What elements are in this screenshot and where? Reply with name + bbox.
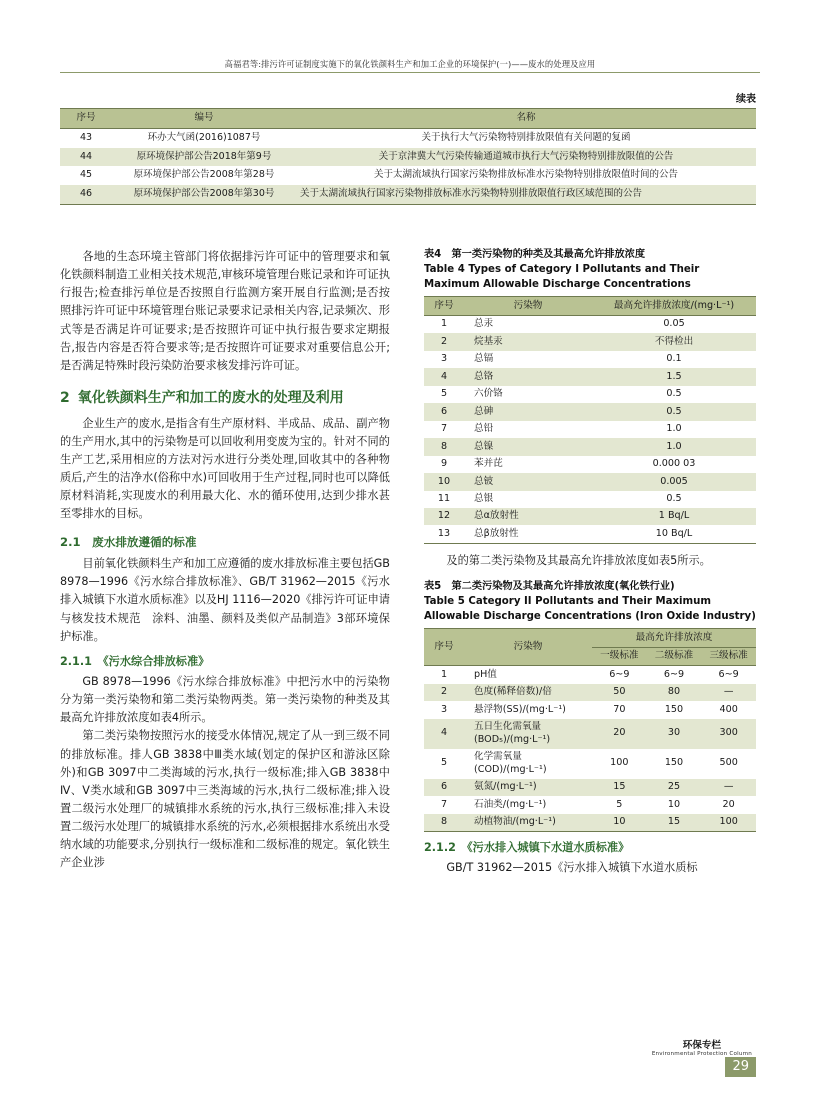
cell-level-1: 50 (613, 686, 626, 698)
table5-category-2-pollutants (424, 628, 756, 832)
table4-caption (424, 248, 756, 292)
cell-level-1: 20 (613, 727, 626, 739)
cell-value: 0.000 03 (652, 458, 696, 470)
table4-caption-en-1: Table 4 Types of Category I Pollutants and Their (424, 263, 700, 275)
table-row (424, 684, 756, 701)
table-row (424, 508, 756, 525)
table-row (424, 315, 756, 333)
cell-level-2: 80 (667, 686, 681, 698)
cell-pollutant: 动植物油/(mg·L⁻¹) (464, 814, 592, 832)
cell-level-1: 6~9 (609, 668, 630, 680)
table-policies (60, 108, 756, 205)
section-heading-4: 2.1.2 《污水排入城镇下水道水质标准》 (424, 841, 630, 855)
running-head: 高福君等:排污许可证制度实施下的氧化铁颜料生产和加工企业的环境保护(一)——废水的处理及应用 (224, 59, 596, 69)
cell-pollutant: 总α放射性 (474, 510, 519, 522)
cell-no: 12 (437, 510, 451, 522)
cell-level-2: 30 (667, 727, 681, 739)
cell-level-3: 500 (719, 757, 738, 769)
col-header-max-conc: 最高允许排放浓度/(mg·L⁻¹) (592, 297, 756, 315)
cell-no: 1 (440, 668, 448, 680)
cell-level-3: — (723, 781, 734, 793)
cell-value: 0.5 (666, 493, 682, 504)
section-title: 氧化铁颜料生产和加工的废水的处理及利用 (77, 389, 344, 406)
cell-pollutant: 总镉 (474, 353, 494, 365)
paragraph: 及的第二类污染物及其最高允许排放浓度如表5所示。 (446, 553, 711, 567)
table5-caption (424, 580, 756, 624)
section-heading-4: 2.1.1 《污水综合排放标准》 (60, 654, 210, 668)
cell-name: 关于太湖流域执行国家污染物排放标准水污染物特别排放限值行政区域范围的公告 (296, 185, 756, 204)
table-row (424, 473, 756, 490)
left-column (60, 248, 390, 873)
cell-no: 3 (440, 703, 448, 715)
cell-value: 0.1 (666, 353, 682, 365)
paragraph: 目前氧化铁颜料生产和加工应遵循的废水排放标准主要包括GB 8978—1996《污水综合排放标准》、GB/T 31962—2015《污水排入城镇下水道水质标准》以及HJ 1116—2020《排污许可证申请与核发技术规范 涂料、油墨、颜料及类似产品制造》3部环境保护标准。 (60, 557, 390, 643)
cell-level-2: 25 (667, 781, 681, 793)
cell-no: 8 (440, 440, 448, 452)
cell-no: 4 (440, 727, 448, 739)
section-heading-2 (60, 389, 390, 409)
cell-no: 3 (440, 353, 448, 365)
cell-value: 1.0 (666, 423, 682, 435)
cell-pollutant: 烷基汞 (474, 335, 503, 347)
cell-level-3: 20 (722, 798, 735, 810)
cell-no: 5 (440, 757, 448, 769)
right-column (424, 248, 756, 877)
paragraph: GB 8978—1996《污水综合排放标准》中把污水中的污染物分为第一类污染物和第二类污染物两类。第一类污染物的种类及其最高允许排放浓度如表4所示。 (60, 675, 390, 725)
table-row (424, 421, 756, 438)
cell-level-1: 10 (592, 814, 647, 832)
cell-no: 7 (440, 423, 448, 435)
table-header-row (424, 297, 756, 315)
paragraph: 第二类污染物按照污水的接受水体情况,规定了从一到三级不同的排放标准。排人GB 3838中Ⅲ类水域(划定的保护区和游泳区除外)和GB 3097中二类海域的污水,执行一级标准;排入GB 3838中Ⅳ、Ⅴ类水域和GB 3097中三类海域的污水,执行二级标准;排入设置二级污水处理厂的城镇排水系统的污水,执行三级标准;排入未设置二级污水处理厂的城镇排水系统的污水,必须根据排水系统出水受纳水域的功能要求,分别执行一级标准和二级标准的规定。氧化铁生产企业涉 (60, 729, 390, 870)
table-row (424, 368, 756, 385)
table5-caption-en-1: Table 5 Category II Pollutants and Their Maximum (424, 595, 712, 607)
cell-name: 关于执行大气污染物特别排放限值有关问题的复函 (421, 131, 631, 143)
cell-pollutant: 六价铬 (474, 388, 503, 400)
table-header-row (60, 109, 756, 129)
cell-pollutant: 五日生化需氧量(BOD₅)/(mg·L⁻¹) (474, 721, 551, 745)
cell-level-2: 15 (647, 814, 702, 832)
cell-pollutant: 总镍 (474, 440, 494, 452)
cell-no: 8 (424, 814, 464, 832)
cell-pollutant: 总砷 (474, 405, 494, 417)
table-row (424, 333, 756, 350)
cell-level-1: 15 (613, 781, 626, 793)
table-row (424, 719, 756, 749)
cell-level-2: 6~9 (663, 668, 685, 680)
col-header-level-3: 三级标准 (701, 647, 756, 665)
cell-name: 关于京津冀大气污染传输通道城市执行大气污染物特别排放限值的公告 (378, 150, 674, 162)
cell-level-1: 100 (610, 757, 629, 769)
paragraph: GB/T 31962—2015《污水排入城镇下水道水质标 (446, 861, 698, 875)
cell-level-3: 300 (719, 727, 738, 739)
cell-no: 13 (424, 525, 464, 543)
cell-value: 0.05 (663, 318, 685, 330)
col-header-level-1: 一级标准 (592, 647, 647, 665)
cell-no: 10 (437, 475, 451, 487)
table-row (424, 491, 756, 508)
col-header-max-conc-group: 最高允许排放浓度 (592, 629, 756, 647)
footer-column-cn: 环保专栏 (682, 1039, 722, 1051)
cell-code: 原环境保护部公告2018年第9号 (136, 150, 272, 162)
section-number: 2 (60, 389, 70, 406)
running-head-rule (60, 72, 760, 73)
cell-pollutant: 石油类/(mg·L⁻¹) (474, 798, 547, 810)
cell-code: 原环境保护部公告2008年第30号 (112, 185, 296, 204)
cell-value: 1 Bq/L (658, 510, 690, 522)
table4-category-1-pollutants (424, 296, 756, 544)
cell-pollutant: 总铬 (474, 370, 494, 382)
cell-no: 6 (440, 405, 448, 417)
cell-pollutant: 悬浮物(SS)/(mg·L⁻¹) (474, 703, 566, 715)
cell-value: 1.0 (666, 440, 682, 452)
cell-level-2: 150 (664, 757, 684, 769)
section-heading-3: 2.1 废水排放遵循的标准 (60, 535, 197, 550)
paragraph: 企业生产的废水,是指含有生产原材料、半成品、成品、副产物的生产用水,其中的污染物是可以回收利用变废为宝的。针对不同的生产工艺,采用相应的方法对污水进行分类处理,回收其中的各种物质后,产生的洁净水(俗称中水)可回收用于生产过程,同时也可以降低原材料消耗,实现废水的利用最大化、水的循环使用,达到少排水甚至零排水的目标。 (60, 416, 390, 521)
cell-code: 环办大气函(2016)1087号 (147, 131, 261, 143)
table4-caption-cn: 表4 第一类污染物的种类及其最高允许排放浓度 (424, 249, 646, 260)
cell-pollutant: 总汞 (474, 318, 494, 330)
cell-no: 11 (437, 493, 451, 504)
page-number: 29 (725, 1057, 756, 1077)
table-row (60, 166, 756, 185)
continued-table-label: 续表 (736, 94, 756, 105)
cell-pollutant: 总β放射性 (464, 525, 592, 543)
cell-no: 1 (440, 318, 448, 330)
table-row (424, 814, 756, 832)
footer-column-name (652, 1037, 752, 1057)
cell-level-3: 100 (701, 814, 756, 832)
table-row (424, 666, 756, 684)
cell-no: 45 (79, 169, 93, 181)
table-row (424, 701, 756, 718)
cell-level-3: — (723, 686, 734, 698)
col-header-pollutant: 污染物 (464, 297, 592, 315)
cell-code: 原环境保护部公告2008年第28号 (133, 169, 275, 181)
col-header-name: 名称 (296, 109, 756, 129)
cell-pollutant: 氨氮/(mg·L⁻¹) (474, 781, 537, 793)
cell-pollutant: 色度(稀释倍数)/倍 (474, 686, 552, 698)
cell-value: 1.5 (666, 370, 682, 382)
table-row (424, 438, 756, 455)
cell-name: 关于太湖流域执行国家污染物排放标准水污染物特别排放限值时间的公告 (373, 169, 678, 181)
cell-no: 5 (440, 388, 448, 400)
cell-no: 2 (440, 686, 448, 698)
cell-value: 0.5 (666, 405, 682, 417)
cell-level-1: 5 (616, 798, 623, 810)
cell-pollutant: 苯并芘 (474, 458, 503, 470)
cell-pollutant: 总铍 (474, 475, 494, 487)
table-row (424, 456, 756, 473)
paragraph: 各地的生态环境主管部门将依据排污许可证中的管理要求和氧化铁颜料制造工业相关技术规范,审核环境管理台账记录和许可证执行报告;检查排污单位是否按照自行监测方案开展自行监测;是否按照排污许可证中环境管理台账记录要求记录相关内容,记录频次、形式等是否满足许可证要求;是否按照许可证中执行报告要求定期报告,报告内容是否符合要求等;是否按照许可证要求对重要信息公开;是否满足特殊时段污染防治要求核发排污许可证。 (60, 250, 390, 372)
cell-no: 7 (440, 798, 448, 810)
table4-caption-en-2: Maximum Allowable Discharge Concentrations (424, 278, 691, 290)
cell-pollutant: 化学需氧量(COD)/(mg·L⁻¹) (474, 751, 547, 775)
cell-level-3: 6~9 (718, 668, 739, 680)
cell-pollutant: 总铅 (474, 423, 494, 435)
footer-column-en: Environmental Protection Column (651, 1050, 752, 1057)
cell-level-3: 400 (719, 703, 738, 715)
footer (636, 1036, 756, 1077)
table-row (424, 796, 756, 813)
table-row (60, 185, 756, 204)
cell-value: 10 Bq/L (592, 525, 756, 543)
cell-value: 不得检出 (654, 335, 694, 347)
table-row (424, 525, 756, 543)
table-row (60, 148, 756, 167)
cell-value: 0.005 (660, 475, 688, 487)
cell-level-2: 150 (664, 703, 684, 715)
col-header-level-2: 二级标准 (647, 647, 702, 665)
cell-no: 44 (79, 150, 93, 162)
cell-pollutant: 总银 (474, 493, 494, 504)
cell-no: 43 (79, 131, 93, 143)
cell-no: 46 (60, 185, 112, 204)
table-header-row (424, 629, 756, 647)
cell-pollutant: pH值 (474, 668, 497, 680)
table-row (424, 351, 756, 368)
cell-level-2: 10 (667, 798, 681, 810)
table-row (424, 779, 756, 796)
table-row (424, 749, 756, 779)
col-header-no: 序号 (424, 297, 464, 315)
cell-no: 6 (440, 781, 448, 793)
cell-no: 4 (440, 370, 448, 382)
cell-no: 9 (440, 458, 448, 470)
col-header-no: 序号 (60, 109, 112, 129)
table-row (424, 403, 756, 420)
col-header-code: 编号 (112, 109, 296, 129)
table5-caption-en-2: Allowable Discharge Concentrations (Iron Oxide Industry) (424, 610, 756, 622)
cell-value: 0.5 (666, 388, 682, 400)
table-row (424, 386, 756, 403)
cell-no: 2 (440, 335, 448, 347)
cell-level-1: 70 (613, 703, 626, 715)
table5-caption-cn: 表5 第二类污染物及其最高允许排放浓度(氧化铁行业) (424, 581, 675, 593)
col-header-no: 序号 (424, 629, 464, 666)
col-header-pollutant: 污染物 (464, 629, 592, 666)
table-row (60, 128, 756, 147)
